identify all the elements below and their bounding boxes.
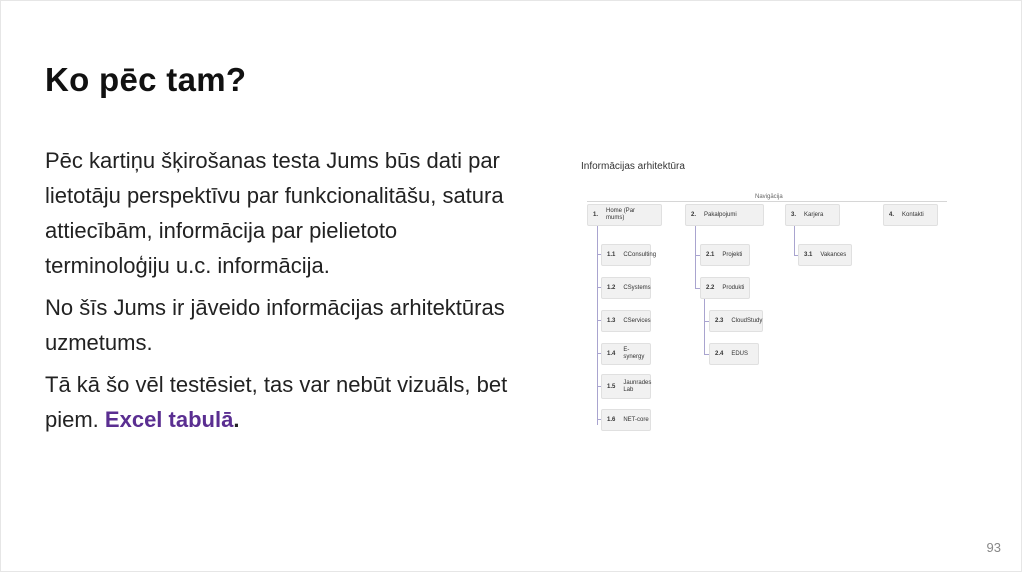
subitem-label: NET-core bbox=[623, 416, 649, 423]
subitem-number: 1.6 bbox=[607, 417, 616, 423]
nav-subitem bbox=[709, 310, 763, 332]
nav-item-number: 1. bbox=[593, 212, 599, 218]
nav-item-services bbox=[685, 204, 764, 226]
nav-subitem bbox=[700, 277, 750, 299]
connector-3 bbox=[794, 225, 795, 255]
information-architecture-diagram bbox=[577, 151, 957, 441]
nav-item-home bbox=[587, 204, 662, 226]
diagram-title: Informācijas arhitektūra bbox=[581, 161, 685, 172]
subitem-number: 2.1 bbox=[706, 252, 715, 258]
excel-note-lead: Tā kā šo vēl testēsiet, tas var nebūt vizuāls, bet piem. bbox=[45, 372, 508, 432]
slide-body bbox=[45, 143, 525, 444]
subitem-number: 1.2 bbox=[607, 285, 616, 291]
subitem-label: Vakances bbox=[820, 251, 847, 258]
navigation-label: Navigācija bbox=[755, 194, 783, 200]
page-number: 93 bbox=[986, 540, 1001, 555]
subitem-number: 1.4 bbox=[607, 351, 616, 357]
nav-subitem bbox=[601, 374, 651, 399]
excel-table-highlight: Excel tabulā bbox=[104, 407, 234, 432]
nav-subitem bbox=[700, 244, 750, 266]
nav-subitem bbox=[601, 244, 657, 266]
nav-item-label: Pakalpojumi bbox=[704, 211, 737, 218]
nav-subitem bbox=[601, 277, 651, 299]
nav-subitem bbox=[601, 310, 651, 332]
nav-subitem bbox=[709, 343, 759, 365]
subitem-label: Produkti bbox=[722, 284, 745, 291]
nav-item-number: 4. bbox=[889, 212, 895, 218]
nav-subitem bbox=[601, 409, 651, 431]
nav-item-contacts bbox=[883, 204, 938, 226]
subitem-number: 2.2 bbox=[706, 285, 715, 291]
connector-2 bbox=[695, 225, 696, 289]
nav-item-label: Kontakti bbox=[902, 211, 924, 218]
subitem-number: 1.1 bbox=[607, 252, 616, 258]
paragraph-excel-note bbox=[45, 367, 525, 437]
subitem-label: CConsulting bbox=[623, 251, 657, 258]
subitem-number: 1.3 bbox=[607, 318, 616, 324]
navigation-divider bbox=[587, 201, 947, 202]
excel-note-end: . bbox=[233, 407, 240, 432]
nav-item-label: Home (Par mums) bbox=[606, 208, 636, 221]
subitem-label: CloudStudy bbox=[731, 317, 763, 324]
subitem-number: 2.3 bbox=[715, 318, 724, 324]
nav-item-number: 3. bbox=[791, 212, 797, 218]
nav-item-label: Karjera bbox=[804, 211, 824, 218]
slide-title: Ko pēc tam? bbox=[45, 61, 247, 98]
connector-2-2 bbox=[704, 298, 705, 355]
subitem-label: Projekti bbox=[722, 251, 743, 258]
subitem-label: CSystems bbox=[623, 284, 651, 291]
nav-item-number: 2. bbox=[691, 212, 697, 218]
connector-1 bbox=[597, 225, 598, 425]
nav-subitem bbox=[601, 343, 651, 365]
subitem-label: E-synergy bbox=[623, 347, 645, 360]
subitem-number: 3.1 bbox=[804, 252, 813, 258]
paragraph-card-sorting-results: Pēc kartiņu šķirošanas testa Jums būs dati par lietotāju perspektīvu par funkcionalitāšu, satura attiecībām, informācija par pielietoto terminoloģiju u.c. informācija. bbox=[45, 148, 504, 278]
subitem-number: 2.4 bbox=[715, 351, 724, 357]
nav-subitem bbox=[798, 244, 852, 266]
paragraph-ia-draft: No šīs Jums ir jāveido informācijas arhitektūras uzmetums. bbox=[45, 295, 505, 355]
subitem-number: 1.5 bbox=[607, 383, 616, 390]
subitem-label: CServices bbox=[623, 317, 651, 324]
nav-item-career bbox=[785, 204, 840, 226]
subitem-label: EDUS bbox=[731, 350, 749, 357]
subitem-label: Jaunrades Lab bbox=[623, 379, 652, 393]
